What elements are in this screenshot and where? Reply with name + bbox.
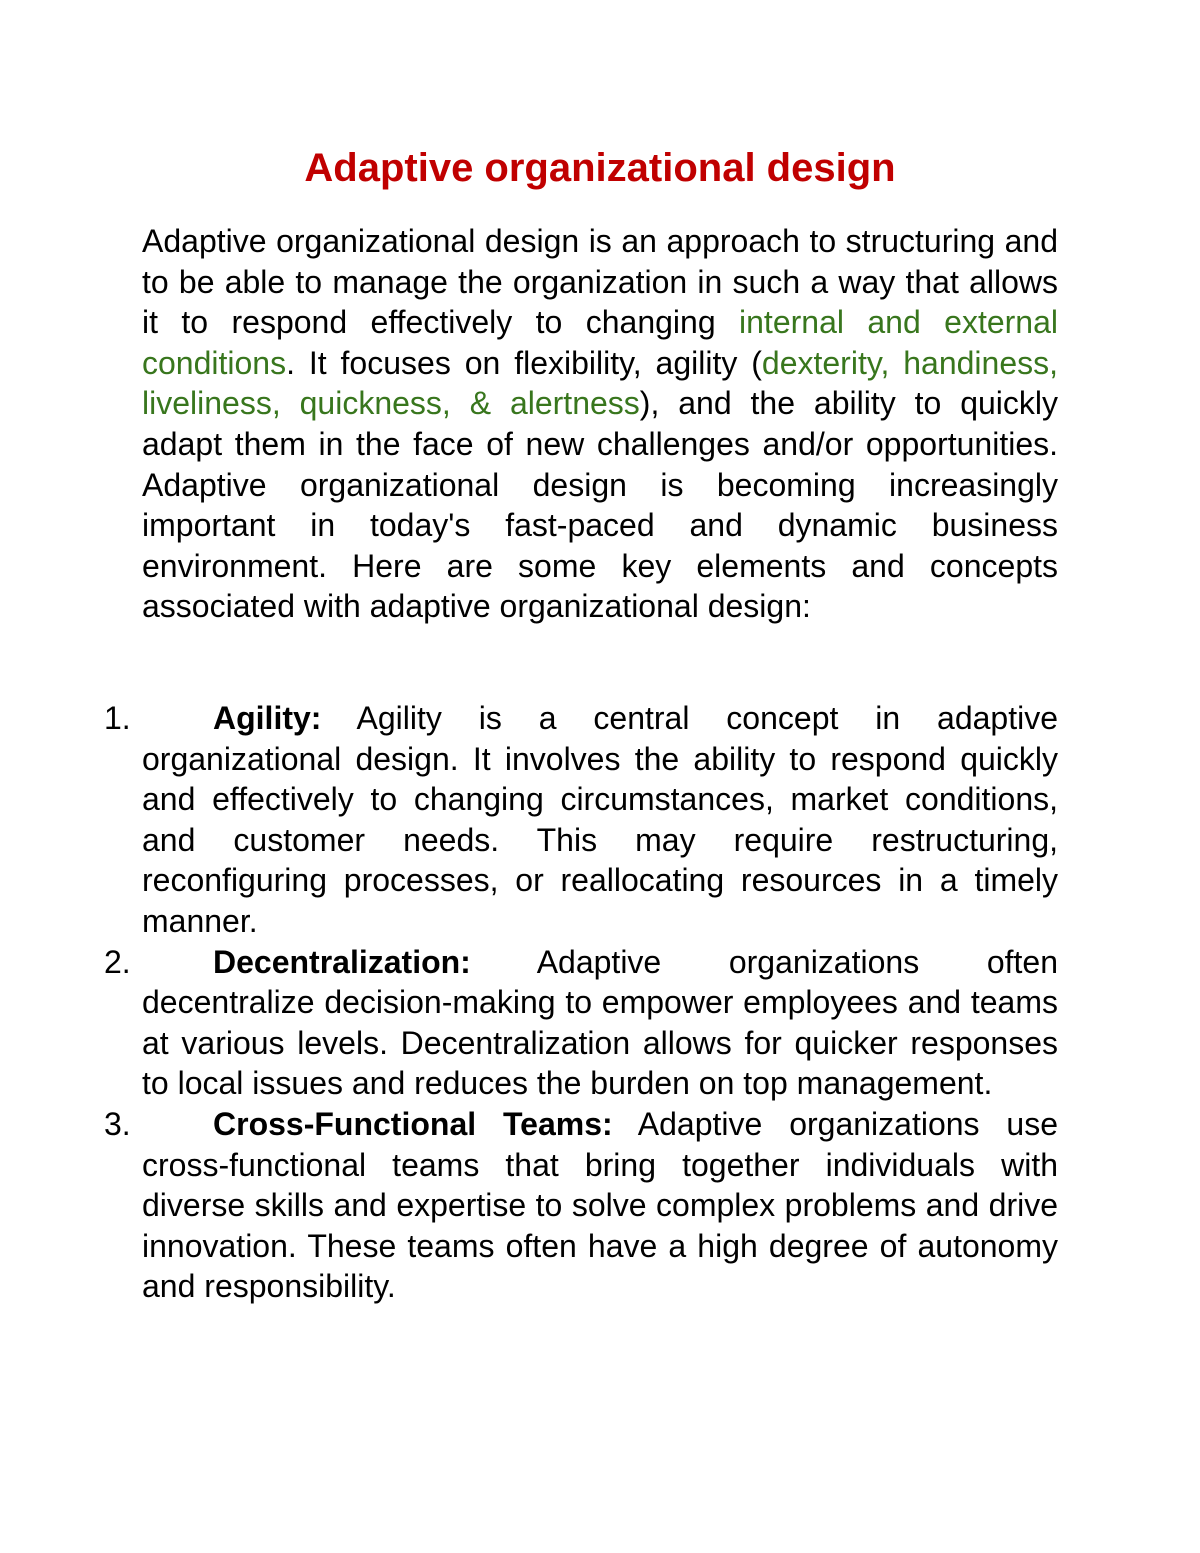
list-item-number: 3.	[104, 1105, 131, 1142]
document-title: Adaptive organizational design	[304, 146, 896, 190]
list-item-term: Agility:	[213, 700, 322, 736]
list-item-text: Adaptive organizations often decentralize decision-making to empower employees and teams at various levels. Decentralization allows for quicker responses to local issues and reduces the burden on top management.	[142, 943, 1058, 1102]
intro-text-part3: ), and the ability to quickly adapt them in the face of new challenges and/or opportunities. Adaptive organizational design is becoming increasingly important in today's fast-paced and dynamic business environment. Here are some key elements and concepts associated with adaptive organizational design:	[142, 385, 1059, 625]
intro-highlight-conditions: internal and external conditions	[142, 304, 1059, 381]
intro-text-part1: Adaptive organizational design is an approach to structuring and to be able to manage the organization in such a way that allows it to respond effectively to changing	[142, 223, 1058, 341]
list-item	[0, 942, 1058, 1104]
intro-paragraph	[142, 221, 1058, 627]
list-item-text: Adaptive organizations use cross-functional teams that bring together individuals with diverse skills and expertise to solve complex problems and drive innovation. These teams often have a high degree of autonomy and responsibility.	[142, 1105, 1058, 1305]
list-item	[0, 1104, 1058, 1307]
key-elements-list	[0, 698, 1200, 1307]
list-item-text: Agility is a central concept in adaptive organizational design. It involves the ability to respond quickly and effectively to changing circumstances, market conditions, and customer needs. This may require restructuring, reconfiguring processes, or reallocating resources in a timely manner.	[142, 700, 1058, 939]
list-item-number: 1.	[104, 700, 131, 736]
list-item-term: Decentralization:	[213, 943, 471, 980]
intro-highlight-synonyms: dexterity, handiness, liveliness, quickness, & alertness	[142, 344, 1059, 422]
list-item-term: Cross-Functional Teams:	[213, 1105, 613, 1142]
intro-text-part2: . It focuses on flexibility, agility (	[286, 344, 762, 381]
list-item	[0, 698, 1058, 942]
list-item-number: 2.	[104, 943, 131, 980]
